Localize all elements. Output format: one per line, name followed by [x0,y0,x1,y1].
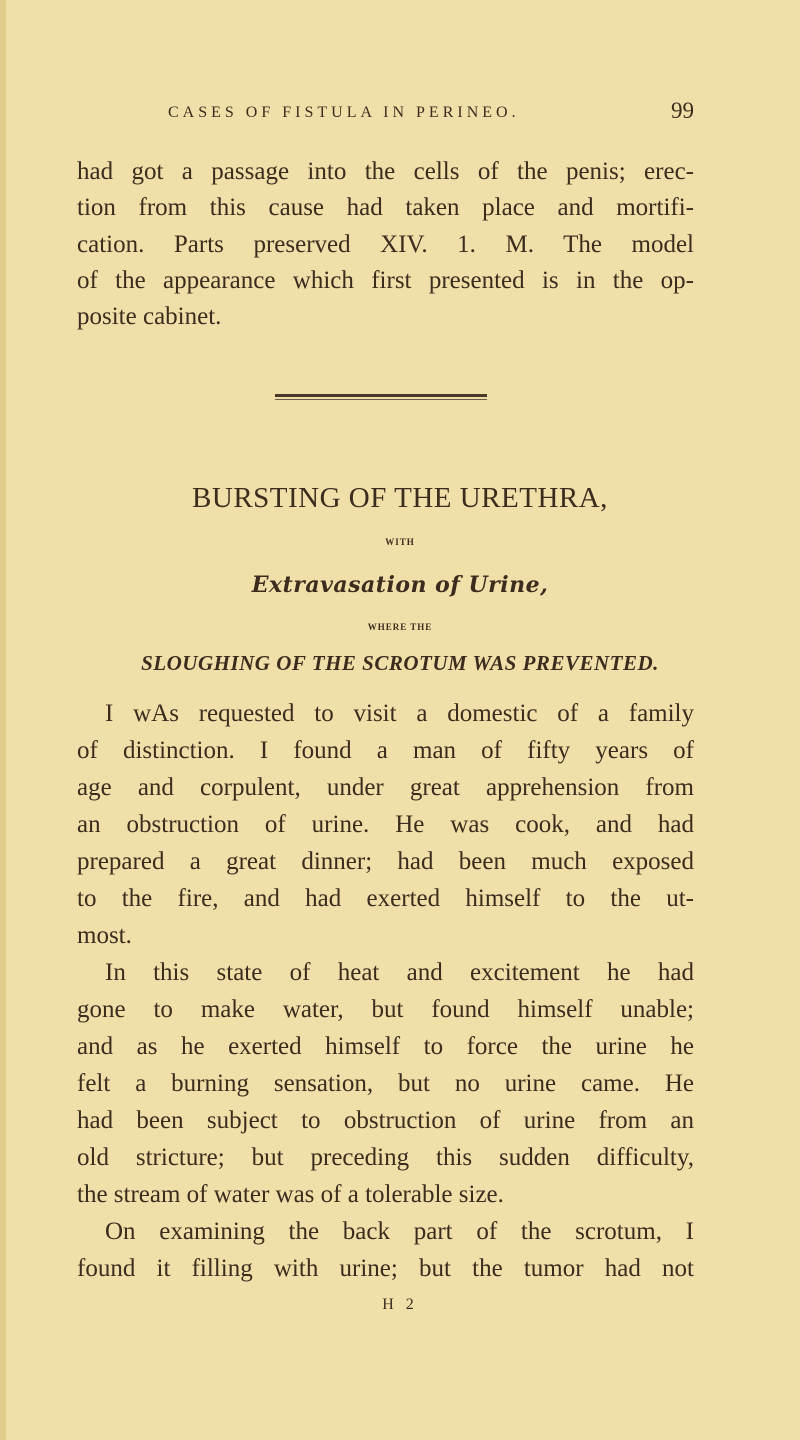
text-line: cation. Parts preserved XIV. 1. M. The model [77,230,694,258]
text-line: had got a passage into the cells of the penis; erec- [77,158,694,185]
text-line: In this state of heat and excitement he had [105,959,694,986]
running-title: CASES OF FISTULA IN PERINEO. [168,104,520,121]
text-line: posite cabinet. [77,303,222,330]
text-line: had been subject to obstruction of urine from an [77,1107,694,1134]
text-line: of the appearance which first presented is in the op- [77,266,694,294]
text-line: to the fire, and had exerted himself to the ut- [77,885,694,912]
section-title: BURSTING OF THE URETHRA, [192,482,608,514]
section-where-the: WHERE THE [367,622,433,632]
text-line: age and corpulent, under great apprehension from [77,774,694,801]
text-line: an obstruction of urine. He was cook, and had [77,811,694,838]
text-line: prepared a great dinner; had been much exposed [77,848,694,875]
text-line: the stream of water was of a tolerable size. [77,1181,504,1208]
text-line: found it filling with urine; but the tumor had not [77,1255,694,1282]
section-divider [275,394,487,400]
page-number: 99 [671,98,694,123]
text-line: I wAs requested to visit a domestic of a family [105,700,694,727]
text-line: On examining the back part of the scrotum, I [105,1218,694,1245]
section-with: WITH [385,537,415,547]
page-edge [0,0,6,1440]
text-line: felt a burning sensation, but no urine came. He [77,1070,694,1097]
section-subtitle: Extravasation of Urine, [251,572,549,598]
text-line: old stricture; but preceding this sudden difficulty, [77,1144,694,1171]
signature-mark: H 2 [382,1296,418,1313]
body-text [77,695,694,1287]
text-line: and as he exerted himself to force the urine he [77,1033,694,1060]
section-subtitle-2: SLOUGHING OF THE SCROTUM WAS PREVENTED. [141,651,659,675]
text-line: most. [77,922,132,949]
text-line: tion from this cause had taken place and mortifi- [77,194,694,222]
running-header [77,100,694,126]
text-line: gone to make water, but found himself unable; [77,996,694,1023]
opening-paragraph [77,154,694,335]
text-line: of distinction. I found a man of fifty years of [77,737,694,764]
